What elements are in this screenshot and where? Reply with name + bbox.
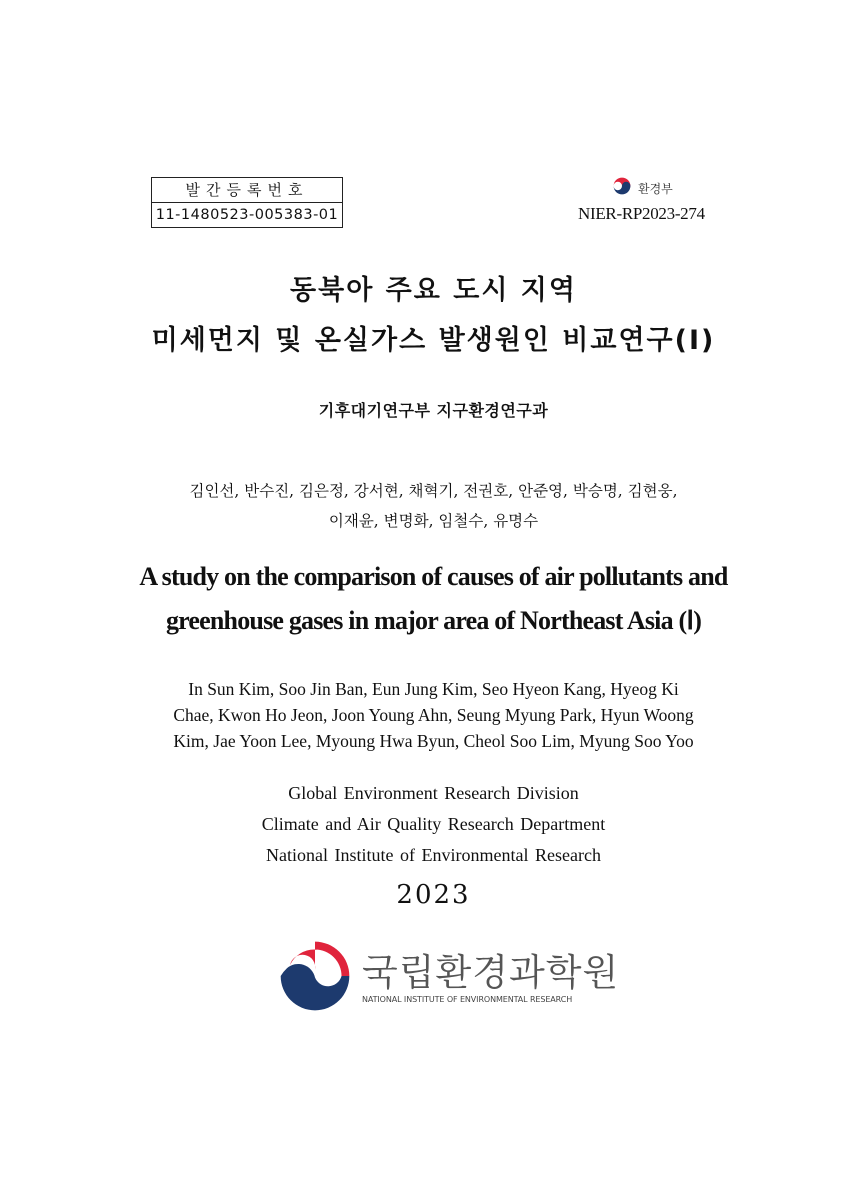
english-organization	[0, 778, 867, 871]
taegeuk-emblem-icon	[612, 176, 632, 200]
ministry-name: 환경부	[638, 181, 673, 196]
korean-authors-line-2: 이재윤, 변명화, 임철수, 유명수	[328, 512, 539, 530]
institute-name-korean: 국립환경과학원	[362, 950, 620, 994]
english-title-line-1: A study on the comparison of causes of air pollutants and	[139, 562, 728, 591]
korean-title-line-1: 동북아 주요 도시 지역	[290, 275, 577, 306]
english-authors	[0, 676, 867, 754]
institute-name-english: NATIONAL INSTITUTE OF ENVIRONMENTAL RESEARCH	[362, 994, 573, 1004]
korean-title-line-2: 미세먼지 및 온실가스 발생원인 비교연구(Ⅰ)	[151, 325, 716, 356]
korean-authors	[0, 476, 867, 536]
ministry-block	[578, 176, 720, 224]
registration-number-box	[151, 177, 343, 228]
korean-department: 기후대기연구부 지구환경연구과	[318, 401, 549, 420]
english-title	[0, 555, 867, 643]
institute-name: National Institute of Environmental Research	[266, 845, 601, 865]
publication-year: 2023	[396, 880, 471, 910]
korean-authors-line-1: 김인선, 반수진, 김은정, 강서현, 채혁기, 전권호, 안준영, 박승명, 김현웅,	[189, 482, 678, 500]
report-number: NIER-RP2023-274	[578, 204, 705, 223]
taegeuk-emblem-icon	[276, 937, 354, 1019]
english-authors-line-3: Kim, Jae Yoon Lee, Myoung Hwa Byun, Cheol Soo Lim, Myung Soo Yoo	[173, 731, 694, 751]
institute-logo	[276, 937, 619, 1019]
english-authors-line-1: In Sun Kim, Soo Jin Ban, Eun Jung Kim, Seo Hyeon Kang, Hyeog Ki	[188, 679, 679, 699]
registration-label: 발간등록번호	[152, 178, 342, 203]
department-name: Climate and Air Quality Research Department	[261, 814, 606, 834]
english-authors-line-2: Chae, Kwon Ho Jeon, Joon Young Ahn, Seung Myung Park, Hyun Woong	[173, 705, 694, 725]
division-name: Global Environment Research Division	[288, 783, 579, 803]
registration-number: 11-1480523-005383-01	[155, 207, 339, 223]
english-title-line-2: greenhouse gases in major area of Northeast Asia (Ⅰ)	[165, 606, 702, 635]
